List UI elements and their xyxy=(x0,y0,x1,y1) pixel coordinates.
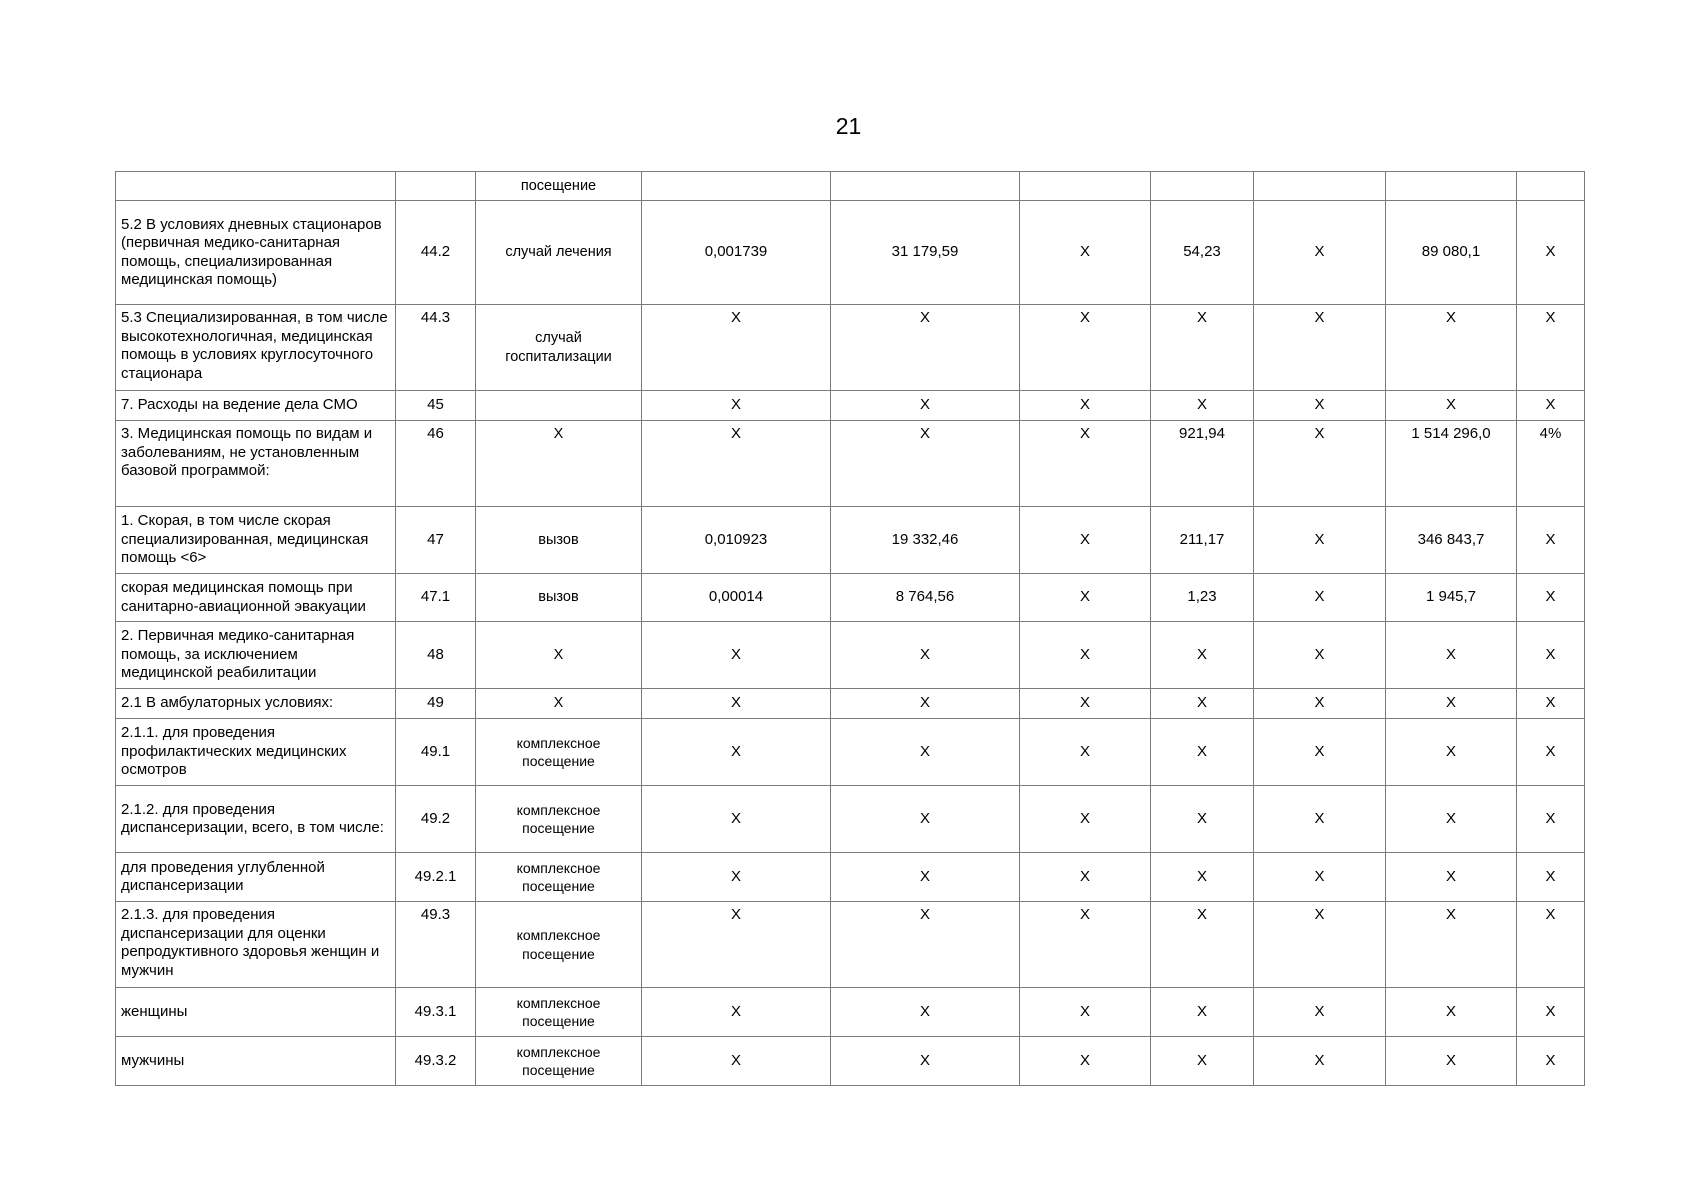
row-name: 2.1.2. для проведения диспансеризации, всего, в том числе: xyxy=(116,786,396,853)
row-name: 2.1.3. для проведения диспансеризации для оценки репродуктивного здоровья женщин и мужчин xyxy=(116,902,396,988)
row-name: 7. Расходы на ведение дела СМО xyxy=(116,391,396,421)
table-row xyxy=(116,507,1585,574)
row-unit: комплексное посещение xyxy=(476,1037,642,1086)
row-unit: случай лечения xyxy=(476,201,642,305)
cell-c2: 8 764,56 xyxy=(831,574,1020,622)
cell-c3: X xyxy=(1020,622,1151,689)
row-name: мужчины xyxy=(116,1037,396,1086)
cell-c1: X xyxy=(642,391,831,421)
cell-c3: X xyxy=(1020,689,1151,719)
row-unit: комплексное посещение xyxy=(476,786,642,853)
cell-c1: 0,00014 xyxy=(642,574,831,622)
cell-c2: 31 179,59 xyxy=(831,201,1020,305)
row-unit: случай госпитализации xyxy=(476,305,642,391)
cell-c5: X xyxy=(1254,786,1386,853)
cell-c5: X xyxy=(1254,988,1386,1037)
cell-c3: X xyxy=(1020,305,1151,391)
row-name: 2.1 В амбулаторных условиях: xyxy=(116,689,396,719)
row-unit: X xyxy=(476,689,642,719)
cell-c5: X xyxy=(1254,421,1386,507)
cell-c3: X xyxy=(1020,1037,1151,1086)
cell-c4: X xyxy=(1151,853,1254,902)
cell-c1 xyxy=(642,172,831,201)
cell-c5: X xyxy=(1254,689,1386,719)
cell-c3: X xyxy=(1020,853,1151,902)
row-name: 5.3 Специализированная, в том числе высокотехнологичная, медицинская помощь в условиях круглосуточного стационара xyxy=(116,305,396,391)
cell-c1: X xyxy=(642,719,831,786)
cell-c5: X xyxy=(1254,622,1386,689)
cell-c6: X xyxy=(1386,786,1517,853)
cell-c7: X xyxy=(1517,786,1585,853)
row-unit: комплексное посещение xyxy=(476,902,642,988)
table-row xyxy=(116,574,1585,622)
cell-c7: X xyxy=(1517,853,1585,902)
cell-c7: X xyxy=(1517,1037,1585,1086)
row-name: скорая медицинская помощь при санитарно-авиационной эвакуации xyxy=(116,574,396,622)
row-unit: посещение xyxy=(476,172,642,201)
row-number: 49 xyxy=(396,689,476,719)
cell-c6: X xyxy=(1386,853,1517,902)
cell-c3: X xyxy=(1020,988,1151,1037)
cell-c6: X xyxy=(1386,719,1517,786)
cell-c2: X xyxy=(831,902,1020,988)
cell-c2: X xyxy=(831,719,1020,786)
cell-c5: X xyxy=(1254,853,1386,902)
cell-c6: X xyxy=(1386,988,1517,1037)
table-row xyxy=(116,853,1585,902)
cell-c4: X xyxy=(1151,786,1254,853)
table-row xyxy=(116,421,1585,507)
cell-c4: 1,23 xyxy=(1151,574,1254,622)
table-row xyxy=(116,786,1585,853)
row-name: 2.1.1. для проведения профилактических медицинских осмотров xyxy=(116,719,396,786)
cell-c4: 211,17 xyxy=(1151,507,1254,574)
cell-c3: X xyxy=(1020,574,1151,622)
cell-c7: X xyxy=(1517,902,1585,988)
cell-c4: X xyxy=(1151,305,1254,391)
cell-c1: X xyxy=(642,853,831,902)
cell-c5: X xyxy=(1254,719,1386,786)
cell-c2: X xyxy=(831,391,1020,421)
row-unit: вызов xyxy=(476,507,642,574)
cell-c2: X xyxy=(831,853,1020,902)
row-unit: X xyxy=(476,622,642,689)
row-name: 3. Медицинская помощь по видам и заболеваниям, не установленным базовой программой: xyxy=(116,421,396,507)
cell-c1: 0,010923 xyxy=(642,507,831,574)
row-number: 48 xyxy=(396,622,476,689)
cell-c7: X xyxy=(1517,305,1585,391)
cell-c5: X xyxy=(1254,391,1386,421)
cell-c1: X xyxy=(642,622,831,689)
row-number xyxy=(396,172,476,201)
cell-c4: X xyxy=(1151,391,1254,421)
row-number: 49.2.1 xyxy=(396,853,476,902)
cell-c6: X xyxy=(1386,305,1517,391)
row-name: 5.2 В условиях дневных стационаров (первичная медико-санитарная помощь, специализированная медицинская помощь) xyxy=(116,201,396,305)
table-row xyxy=(116,172,1585,201)
row-number: 49.3 xyxy=(396,902,476,988)
cell-c2: X xyxy=(831,421,1020,507)
cell-c1: X xyxy=(642,786,831,853)
row-number: 49.3.1 xyxy=(396,988,476,1037)
cell-c3: X xyxy=(1020,507,1151,574)
cell-c7: X xyxy=(1517,689,1585,719)
cell-c1: 0,001739 xyxy=(642,201,831,305)
cell-c7: X xyxy=(1517,622,1585,689)
row-unit: X xyxy=(476,421,642,507)
cell-c4: 921,94 xyxy=(1151,421,1254,507)
cell-c3: X xyxy=(1020,421,1151,507)
cell-c1: X xyxy=(642,421,831,507)
cell-c7: X xyxy=(1517,574,1585,622)
cell-c5: X xyxy=(1254,1037,1386,1086)
cell-c3: X xyxy=(1020,391,1151,421)
cell-c4: X xyxy=(1151,622,1254,689)
row-number: 46 xyxy=(396,421,476,507)
cell-c3 xyxy=(1020,172,1151,201)
cell-c2: X xyxy=(831,689,1020,719)
row-number: 49.2 xyxy=(396,786,476,853)
cell-c7: X xyxy=(1517,391,1585,421)
cell-c1: X xyxy=(642,305,831,391)
cell-c4: X xyxy=(1151,689,1254,719)
row-number: 49.3.2 xyxy=(396,1037,476,1086)
cell-c4: X xyxy=(1151,988,1254,1037)
cell-c1: X xyxy=(642,689,831,719)
cell-c6: 1 514 296,0 xyxy=(1386,421,1517,507)
cell-c4: 54,23 xyxy=(1151,201,1254,305)
cell-c2: X xyxy=(831,622,1020,689)
row-number: 45 xyxy=(396,391,476,421)
row-number: 44.2 xyxy=(396,201,476,305)
cell-c4: X xyxy=(1151,719,1254,786)
row-unit: комплексное посещение xyxy=(476,988,642,1037)
cell-c2: X xyxy=(831,1037,1020,1086)
cell-c2 xyxy=(831,172,1020,201)
cell-c7: X xyxy=(1517,201,1585,305)
table-row xyxy=(116,201,1585,305)
page-number: 21 xyxy=(835,113,862,139)
cell-c6: X xyxy=(1386,689,1517,719)
table-row xyxy=(116,902,1585,988)
cell-c7: X xyxy=(1517,719,1585,786)
cell-c6: X xyxy=(1386,391,1517,421)
cell-c6: X xyxy=(1386,622,1517,689)
table-row xyxy=(116,719,1585,786)
cell-c1: X xyxy=(642,988,831,1037)
cell-c3: X xyxy=(1020,786,1151,853)
table-row xyxy=(116,391,1585,421)
row-name: женщины xyxy=(116,988,396,1037)
table-row xyxy=(116,1037,1585,1086)
row-name xyxy=(116,172,396,201)
cell-c2: 19 332,46 xyxy=(831,507,1020,574)
cell-c6: 346 843,7 xyxy=(1386,507,1517,574)
data-table xyxy=(115,171,1585,1086)
cell-c5: X xyxy=(1254,305,1386,391)
table-row xyxy=(116,305,1585,391)
row-name: 1. Скорая, в том числе скорая специализированная, медицинская помощь <6> xyxy=(116,507,396,574)
row-number: 49.1 xyxy=(396,719,476,786)
cell-c2: X xyxy=(831,305,1020,391)
table-row xyxy=(116,988,1585,1037)
table-row xyxy=(116,689,1585,719)
cell-c6 xyxy=(1386,172,1517,201)
cell-c5: X xyxy=(1254,507,1386,574)
cell-c4 xyxy=(1151,172,1254,201)
row-number: 47 xyxy=(396,507,476,574)
row-number: 47.1 xyxy=(396,574,476,622)
row-unit xyxy=(476,391,642,421)
cell-c3: X xyxy=(1020,719,1151,786)
cell-c5: X xyxy=(1254,574,1386,622)
cell-c7 xyxy=(1517,172,1585,201)
cell-c7: 4% xyxy=(1517,421,1585,507)
cell-c5: X xyxy=(1254,201,1386,305)
cell-c6: X xyxy=(1386,1037,1517,1086)
cell-c6: 1 945,7 xyxy=(1386,574,1517,622)
cell-c1: X xyxy=(642,902,831,988)
cell-c5: X xyxy=(1254,902,1386,988)
cell-c4: X xyxy=(1151,1037,1254,1086)
cell-c7: X xyxy=(1517,507,1585,574)
row-unit: комплексное посещение xyxy=(476,853,642,902)
cell-c1: X xyxy=(642,1037,831,1086)
row-number: 44.3 xyxy=(396,305,476,391)
row-name: для проведения углубленной диспансеризации xyxy=(116,853,396,902)
table-row xyxy=(116,622,1585,689)
cell-c2: X xyxy=(831,786,1020,853)
cell-c4: X xyxy=(1151,902,1254,988)
cell-c2: X xyxy=(831,988,1020,1037)
row-unit: вызов xyxy=(476,574,642,622)
cell-c6: 89 080,1 xyxy=(1386,201,1517,305)
row-name: 2. Первичная медико-санитарная помощь, за исключением медицинской реабилитации xyxy=(116,622,396,689)
cell-c6: X xyxy=(1386,902,1517,988)
cell-c3: X xyxy=(1020,201,1151,305)
cell-c3: X xyxy=(1020,902,1151,988)
cell-c5 xyxy=(1254,172,1386,201)
cell-c7: X xyxy=(1517,988,1585,1037)
row-unit: комплексное посещение xyxy=(476,719,642,786)
